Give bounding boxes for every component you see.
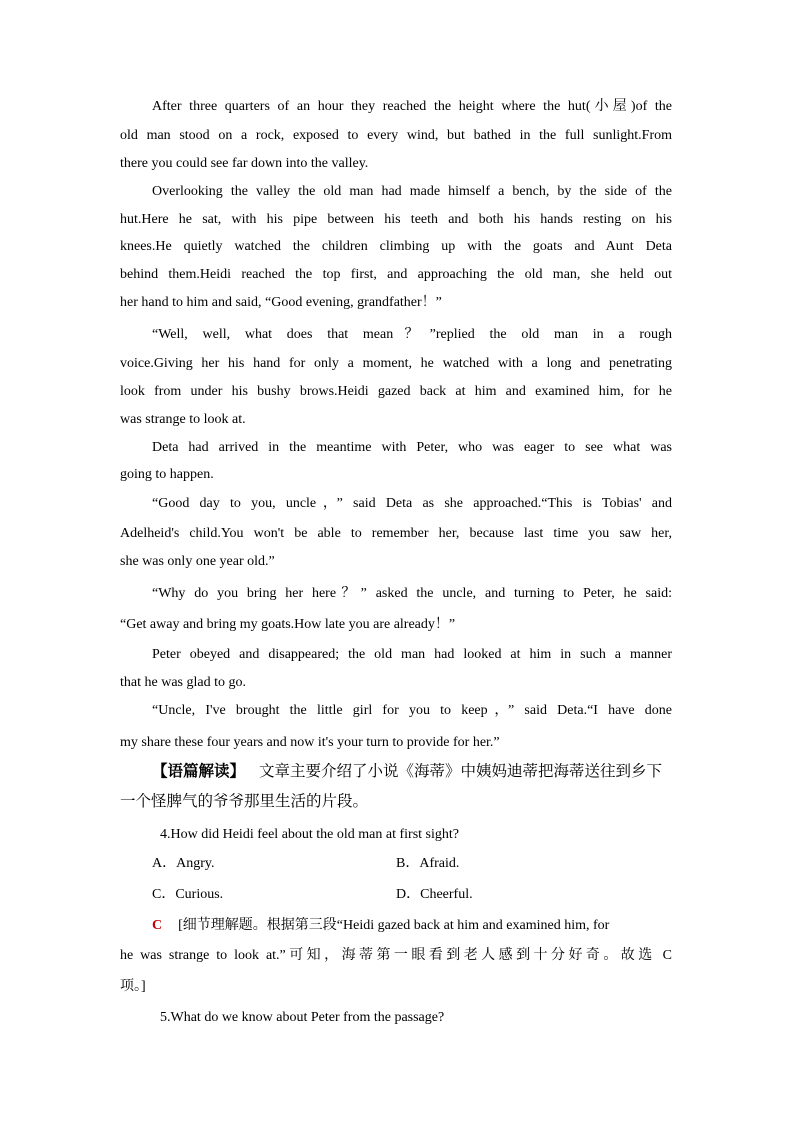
answer-letter: C — [152, 918, 163, 933]
summary-text: 文章主要介绍了小说《海蒂》中姨妈迪蒂把海蒂送往到乡下 — [259, 763, 663, 780]
text-line: Adelheid's child.You won't be able to remember her, because last time you saw her, — [120, 526, 672, 541]
text-line: Peter obeyed and disappeared; the old man had looked at him in such a manner — [152, 647, 672, 662]
question-4: 4.How did Heidi feel about the old man at first sight? — [160, 827, 459, 842]
text-line: my share these four years and now it's your turn to provide for her.” — [120, 735, 500, 750]
explanation-line: 项。] — [120, 979, 146, 994]
text-line: “Well, well, what does that mean？”replied the old man in a rough — [152, 327, 672, 342]
option-a: A．Angry. — [152, 856, 215, 871]
explanation-line: he was strange to look at.”可知，海蒂第一眼看到老人感到十分好奇。故选 C — [120, 948, 672, 963]
text-line: going to happen. — [120, 467, 214, 482]
text-line: she was only one year old.” — [120, 554, 275, 569]
question-5: 5.What do we know about Peter from the passage? — [160, 1010, 445, 1025]
text-line: was strange to look at. — [120, 412, 246, 427]
summary-label: 【语篇解读】 — [152, 763, 246, 780]
text-line: that he was glad to go. — [120, 675, 246, 690]
text-line: voice.Giving her his hand for only a moment, he watched with a long and penetrating — [120, 356, 672, 371]
text-line: behind them.Heidi reached the top first, and approaching the old man, she held out — [120, 267, 672, 282]
text-line: there you could see far down into the valley. — [120, 156, 369, 171]
text-line: “Why do you bring her here？” asked the uncle, and turning to Peter, he said: — [152, 586, 672, 601]
explanation-text: [细节理解题。根据第三段“Heidi gazed back at him and examined him, for — [178, 918, 610, 933]
answer-line — [152, 917, 672, 935]
text-line: her hand to him and said, “Good evening, grandfather！” — [120, 295, 442, 310]
option-d: D．Cheerful. — [396, 887, 473, 902]
text-line: After three quarters of an hour they reached the height where the hut(小屋)of the — [152, 99, 672, 114]
text-line: knees.He quietly watched the children climbing up with the goats and Aunt Deta — [120, 239, 672, 254]
text-line: Deta had arrived in the meantime with Peter, who was eager to see what was — [152, 440, 672, 455]
option-b: B．Afraid. — [396, 856, 460, 871]
text-line: hut.Here he sat, with his pipe between his teeth and both his hands resting on his — [120, 212, 672, 227]
text-line: old man stood on a rock, exposed to every wind, but bathed in the full sunlight.From — [120, 128, 672, 143]
option-c: C．Curious. — [152, 887, 224, 902]
text-line: “Good day to you, uncle，” said Deta as she approached.“This is Tobias' and — [152, 496, 672, 511]
text-line: Overlooking the valley the old man had made himself a bench, by the side of the — [152, 184, 672, 199]
summary-line — [152, 763, 682, 781]
text-line: “Get away and bring my goats.How late you are already！” — [120, 617, 456, 632]
summary-line: 一个怪脾气的爷爷那里生活的片段。 — [120, 793, 369, 810]
text-line: look from under his bushy brows.Heidi gazed back at him and examined him, for he — [120, 384, 672, 399]
text-line: “Uncle, I've brought the little girl for you to keep，” said Deta.“I have done — [152, 703, 672, 718]
